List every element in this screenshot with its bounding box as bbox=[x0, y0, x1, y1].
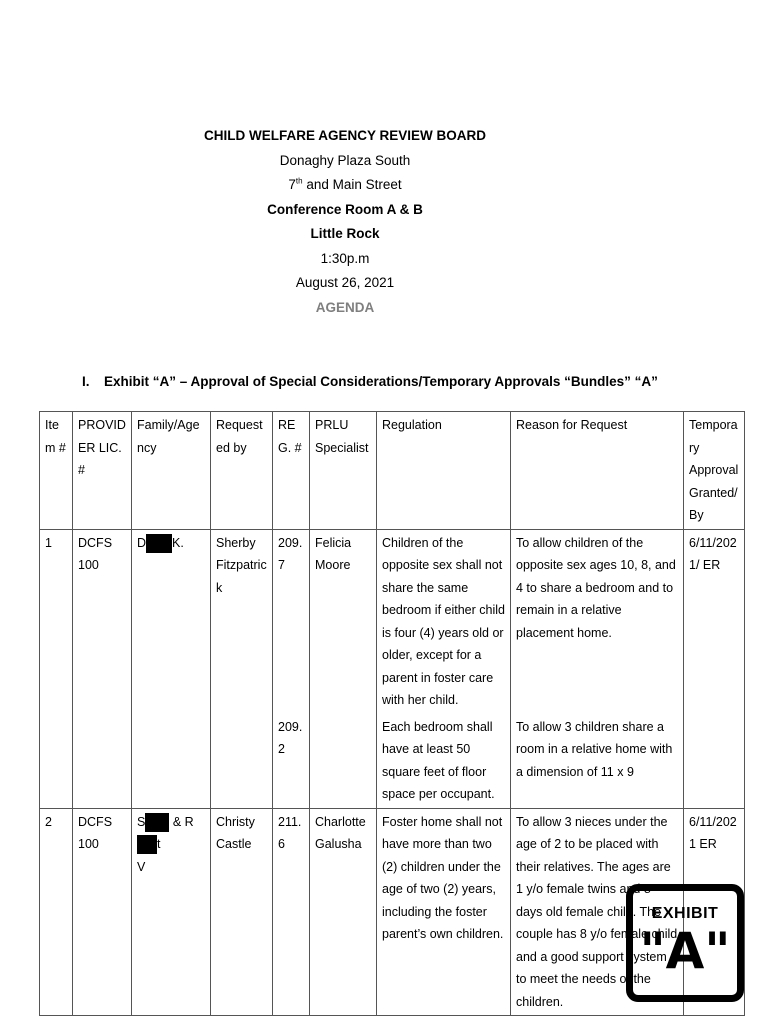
city-name: Little Rock bbox=[310, 226, 380, 241]
family-name-part: & R bbox=[172, 814, 194, 829]
family-name-end: t bbox=[157, 837, 161, 851]
building-name: Donaghy Plaza South bbox=[279, 152, 411, 168]
header-family: Family/Agency bbox=[132, 412, 211, 530]
reason-text: To allow 3 children share a room in a relative home with a dimension of 11 x 9 bbox=[511, 714, 684, 809]
header-license: PROVIDER LIC. # bbox=[73, 412, 132, 530]
family-initial: S bbox=[137, 814, 146, 829]
approval-granted: 6/11/2021/ ER bbox=[684, 529, 745, 808]
exhibit-letter: "A" bbox=[639, 922, 731, 980]
reason-text: To allow children of the opposite sex ages 10, 8, and 4 to share a bedroom and to remain in a relative placement home. bbox=[511, 529, 684, 714]
header-approval: Temporary Approval Granted/By bbox=[684, 412, 745, 530]
provider-license: DCFS 100 bbox=[73, 808, 132, 1016]
redaction-block bbox=[146, 534, 172, 553]
exhibit-word: EXHIBIT bbox=[651, 905, 719, 922]
header-specialist: PRLU Specialist bbox=[310, 412, 377, 530]
header-item: Item # bbox=[40, 412, 73, 530]
header-reg: REG. # bbox=[273, 412, 310, 530]
street-name: and Main Street bbox=[302, 177, 402, 192]
item-number: 2 bbox=[40, 808, 73, 1016]
table-row bbox=[40, 529, 745, 714]
section-title: Exhibit “A” – Approval of Special Considerations/Temporary Approvals “Bundles” “A” bbox=[104, 374, 658, 389]
item-number: 1 bbox=[40, 529, 73, 808]
regulation-text: Children of the opposite sex shall not share the same bedroom if either child is four (4) years old or older, except for a parent in foster care with her child. bbox=[377, 529, 511, 714]
provider-license: DCFS 100 bbox=[73, 529, 132, 808]
regulation-text: Foster home shall not have more than two (2) children under the age of two (2) years, including the foster parent’s own children. bbox=[377, 808, 511, 1016]
header-requested-by: Requested by bbox=[211, 412, 273, 530]
requested-by: Sherby Fitzpatrick bbox=[211, 529, 273, 808]
meeting-time: 1:30p.m bbox=[320, 250, 370, 266]
agenda-title: AGENDA bbox=[315, 299, 375, 315]
reg-number: 209.2 bbox=[273, 714, 310, 809]
prlu-specialist: Felicia Moore bbox=[310, 529, 377, 808]
exhibit-badge bbox=[626, 884, 744, 1002]
street-address bbox=[0, 173, 690, 198]
family-agency bbox=[132, 808, 211, 1016]
header-reason: Reason for Request bbox=[511, 412, 684, 530]
section-number: I. bbox=[82, 374, 90, 389]
family-suffix: K. bbox=[172, 535, 184, 550]
street-number: 7 bbox=[288, 177, 296, 192]
prlu-specialist: Charlotte Galusha bbox=[310, 808, 377, 1016]
family-last-initial: V bbox=[137, 859, 146, 874]
section-heading bbox=[82, 374, 658, 389]
regulation-text: Each bedroom shall have at least 50 square feet of floor space per occupant. bbox=[377, 714, 511, 809]
reg-number: 211.6 bbox=[273, 808, 310, 1016]
org-name: CHILD WELFARE AGENCY REVIEW BOARD bbox=[203, 128, 486, 143]
family-agency bbox=[132, 529, 211, 808]
table-header-row bbox=[40, 412, 745, 530]
street-suffix: th bbox=[295, 176, 303, 186]
reason-text: To allow 3 nieces under the age of 2 to be placed with their relatives. The ages are 1 y/o female twins and 8 days old female child. The couple has 8 y/o female child and a good support system to meet the needs of the children. bbox=[511, 808, 684, 1016]
requested-by: Christy Castle bbox=[211, 808, 273, 1016]
reg-number: 209.7 bbox=[273, 529, 310, 714]
room-name: Conference Room A & B bbox=[267, 201, 423, 217]
meeting-header bbox=[0, 124, 690, 320]
redaction-block bbox=[145, 813, 169, 832]
approval-granted: 6/11/2021 ER bbox=[684, 808, 745, 1016]
family-initial: D bbox=[137, 535, 147, 550]
header-regulation: Regulation bbox=[377, 412, 511, 530]
meeting-date: August 26, 2021 bbox=[295, 275, 395, 290]
redaction-block bbox=[137, 835, 157, 854]
